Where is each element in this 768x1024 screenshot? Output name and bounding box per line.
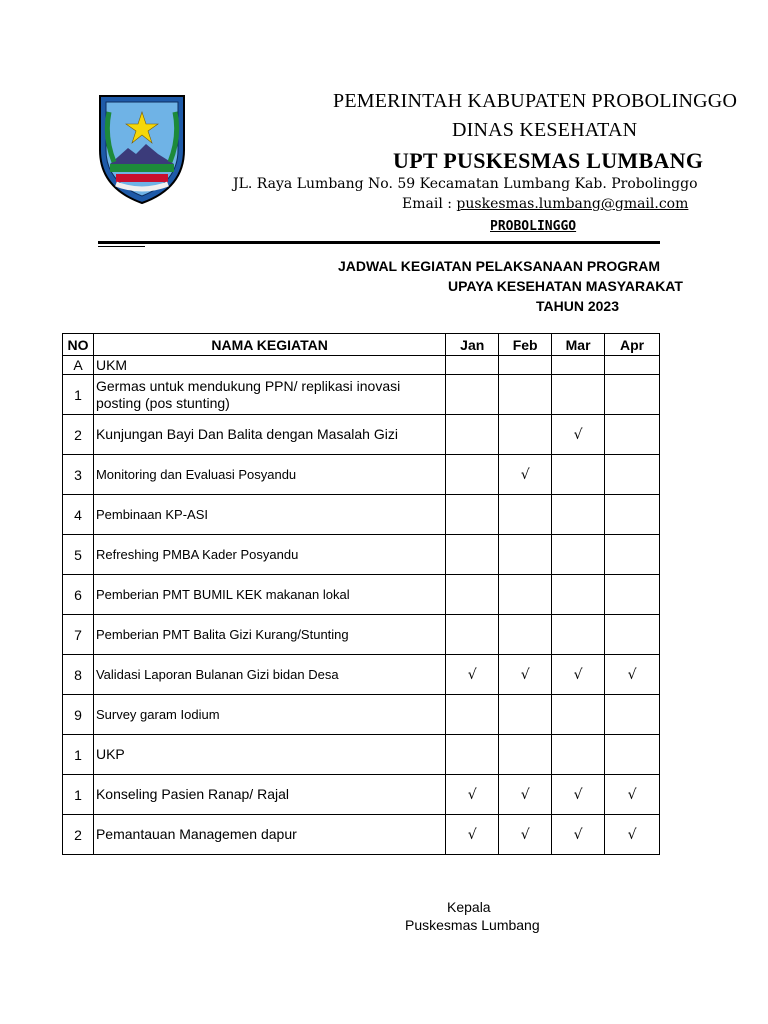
crest-ground [110, 164, 174, 172]
cell-feb [499, 695, 552, 735]
cell-apr: √ [605, 775, 660, 815]
cell-apr: √ [605, 815, 660, 855]
cell-jan [446, 535, 499, 575]
cell-jan [446, 356, 499, 375]
header-address: JL. Raya Lumbang No. 59 Kecamatan Lumbang Kab. Probolinggo [233, 176, 698, 192]
cell-apr [605, 495, 660, 535]
cell-mar [552, 455, 605, 495]
row-no: 8 [63, 655, 94, 695]
cell-feb [499, 735, 552, 775]
row-name: Pemberian PMT BUMIL KEK makanan lokal [93, 575, 445, 615]
row-no: 1 [63, 375, 94, 415]
row-name: UKP [93, 735, 445, 775]
document-title: JADWAL KEGIATAN PELAKSANAAN PROGRAM [338, 258, 661, 274]
row-no: 5 [63, 535, 94, 575]
cell-feb: √ [499, 455, 552, 495]
row-no: 1 [63, 775, 94, 815]
row-name: Monitoring dan Evaluasi Posyandu [93, 455, 445, 495]
cell-mar [552, 356, 605, 375]
table-row [63, 455, 660, 495]
email-link[interactable]: puskesmas.lumbang@gmail.com [456, 196, 689, 212]
cell-feb [499, 495, 552, 535]
cell-apr [605, 356, 660, 375]
table-row [63, 575, 660, 615]
row-name: Pemberian PMT Balita Gizi Kurang/Stunting [93, 615, 445, 655]
signature-institution: Puskesmas Lumbang [405, 917, 540, 933]
table-header-row [63, 334, 660, 356]
table-row [63, 775, 660, 815]
cell-jan: √ [446, 815, 499, 855]
col-header-feb: Feb [499, 334, 552, 356]
cell-apr [605, 455, 660, 495]
cell-mar [552, 695, 605, 735]
crest-band [116, 174, 168, 182]
header-institution: UPT PUSKESMAS LUMBANG [393, 148, 704, 173]
cell-apr: √ [605, 655, 660, 695]
table-row [63, 655, 660, 695]
cell-feb [499, 575, 552, 615]
cell-apr [605, 615, 660, 655]
header-government: PEMERINTAH KABUPATEN PROBOLINGGO [333, 90, 738, 112]
header-divider-thin [98, 246, 145, 247]
cell-jan: √ [446, 655, 499, 695]
cell-apr [605, 575, 660, 615]
cell-mar [552, 575, 605, 615]
table-row-section-ukm [63, 356, 660, 375]
cell-feb: √ [499, 815, 552, 855]
cell-mar: √ [552, 655, 605, 695]
header-city: PROBOLINGGO [490, 219, 577, 234]
cell-mar [552, 535, 605, 575]
row-name: Survey garam Iodium [93, 695, 445, 735]
signature-title: Kepala [447, 899, 491, 915]
cell-apr [605, 535, 660, 575]
cell-feb [499, 615, 552, 655]
email-label: Email : [402, 196, 457, 212]
table-row [63, 495, 660, 535]
col-header-mar: Mar [552, 334, 605, 356]
row-no: 6 [63, 575, 94, 615]
col-header-jan: Jan [446, 334, 499, 356]
cell-feb [499, 356, 552, 375]
cell-mar: √ [552, 815, 605, 855]
cell-mar [552, 375, 605, 415]
document-subtitle: UPAYA KESEHATAN MASYARAKAT [448, 278, 683, 294]
cell-mar [552, 615, 605, 655]
row-name: Pembinaan KP-ASI [93, 495, 445, 535]
cell-feb [499, 535, 552, 575]
cell-mar [552, 735, 605, 775]
cell-jan [446, 735, 499, 775]
cell-jan [446, 615, 499, 655]
header-divider [98, 241, 660, 244]
table-row [63, 815, 660, 855]
cell-feb [499, 415, 552, 455]
regency-crest-icon [96, 92, 188, 206]
cell-jan [446, 375, 499, 415]
row-no: 2 [63, 415, 94, 455]
cell-mar [552, 495, 605, 535]
cell-apr [605, 695, 660, 735]
row-name: Pemantauan Managemen dapur [93, 815, 445, 855]
row-name: Konseling Pasien Ranap/ Rajal [93, 775, 445, 815]
cell-apr [605, 735, 660, 775]
document-year: TAHUN 2023 [536, 298, 619, 314]
col-header-no: NO [63, 334, 94, 356]
row-name: Validasi Laporan Bulanan Gizi bidan Desa [93, 655, 445, 695]
cell-feb: √ [499, 775, 552, 815]
row-name: Germas untuk mendukung PPN/ replikasi inovasi posting (pos stunting) [93, 375, 445, 415]
cell-jan [446, 575, 499, 615]
row-name: Kunjungan Bayi Dan Balita dengan Masalah Gizi [93, 415, 445, 455]
cell-mar: √ [552, 415, 605, 455]
cell-apr [605, 375, 660, 415]
table-row [63, 535, 660, 575]
header-agency: DINAS KESEHATAN [452, 119, 638, 141]
table-row [63, 375, 660, 415]
row-no: A [63, 356, 94, 375]
row-no: 4 [63, 495, 94, 535]
row-no: 9 [63, 695, 94, 735]
cell-jan [446, 695, 499, 735]
table-row [63, 615, 660, 655]
cell-apr [605, 415, 660, 455]
cell-feb: √ [499, 655, 552, 695]
table-row [63, 695, 660, 735]
cell-jan [446, 415, 499, 455]
cell-jan [446, 455, 499, 495]
row-name: Refreshing PMBA Kader Posyandu [93, 535, 445, 575]
row-no: 3 [63, 455, 94, 495]
table-row [63, 415, 660, 455]
row-name: UKM [93, 356, 445, 375]
col-header-name: NAMA KEGIATAN [93, 334, 445, 356]
header-email-line [402, 196, 688, 212]
cell-jan [446, 495, 499, 535]
cell-jan: √ [446, 775, 499, 815]
cell-feb [499, 375, 552, 415]
schedule-table [62, 333, 660, 855]
col-header-apr: Apr [605, 334, 660, 356]
row-no: 1 [63, 735, 94, 775]
cell-mar: √ [552, 775, 605, 815]
table-row-section-ukp [63, 735, 660, 775]
row-no: 7 [63, 615, 94, 655]
row-no: 2 [63, 815, 94, 855]
